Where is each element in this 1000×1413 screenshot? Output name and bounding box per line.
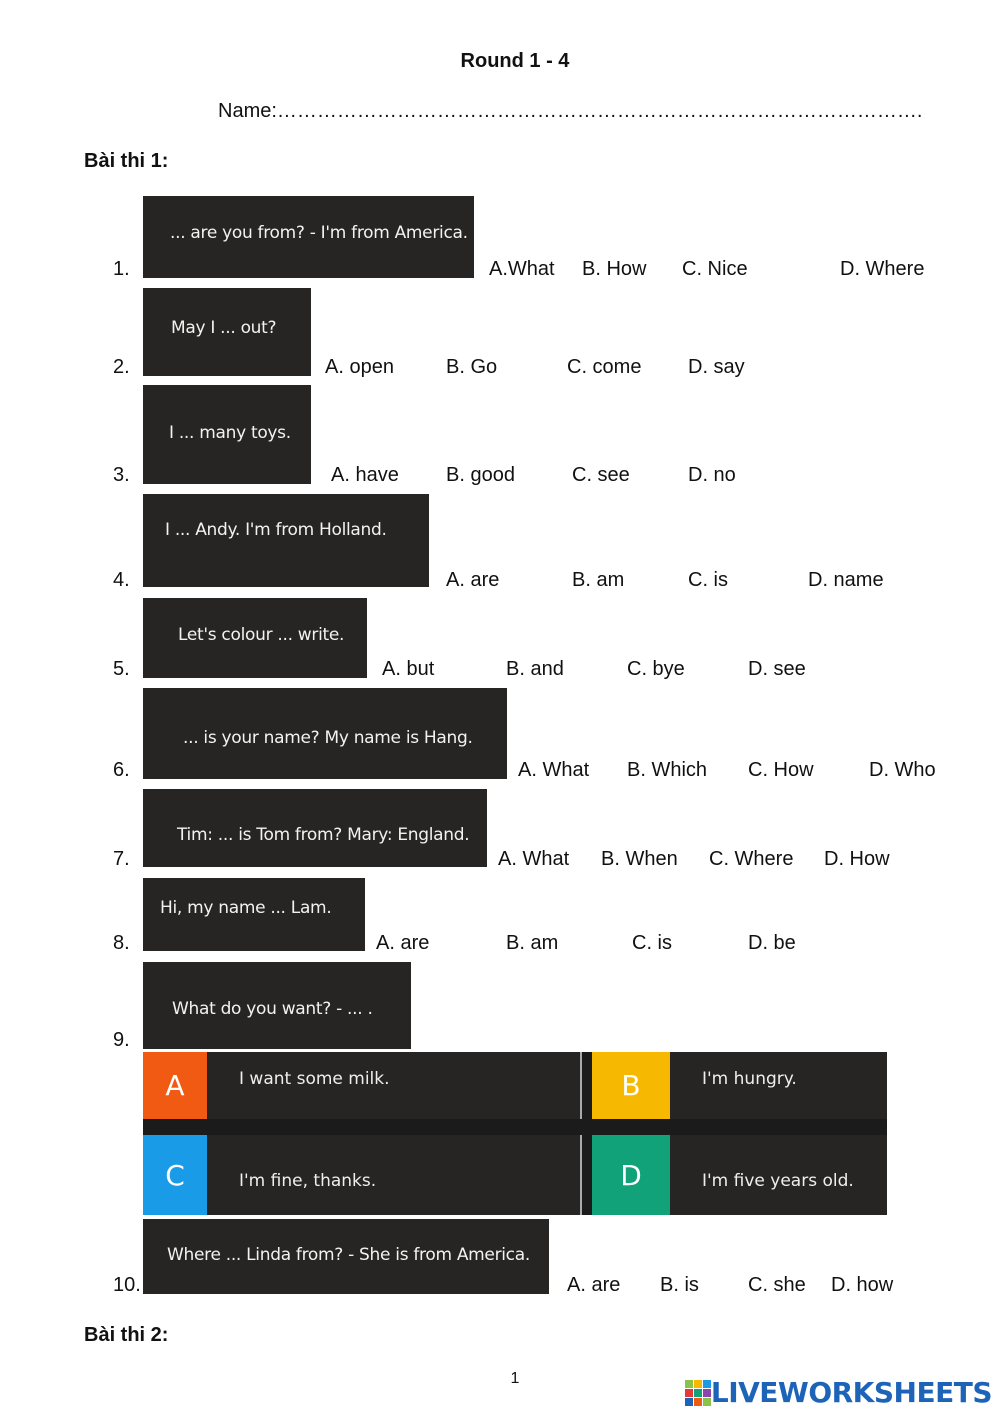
- question-prompt: ... is your name? My name is Hang.: [183, 728, 473, 748]
- option-a[interactable]: A. but: [382, 658, 435, 680]
- page-number: 1: [510, 1370, 520, 1387]
- option-b[interactable]: B. and: [506, 658, 564, 680]
- option-d[interactable]: D. no: [688, 464, 736, 486]
- option-a[interactable]: A. are: [567, 1274, 621, 1296]
- option-b[interactable]: B. good: [446, 464, 515, 486]
- option-c[interactable]: C. she: [748, 1274, 806, 1296]
- question-prompt-box: [143, 385, 311, 484]
- option-b[interactable]: B. am: [572, 569, 625, 591]
- question-prompt-box: [143, 494, 429, 587]
- option-b[interactable]: B. is: [660, 1274, 699, 1296]
- question-prompt: Where ... Linda from? - She is from America.: [167, 1245, 530, 1265]
- question-prompt: I ... many toys.: [169, 423, 291, 443]
- question-number: 4.: [113, 569, 130, 591]
- question-prompt-box: [143, 878, 365, 951]
- option-d[interactable]: D. name: [808, 569, 884, 591]
- option-b[interactable]: B. Go: [446, 356, 498, 378]
- option-d[interactable]: D. How: [824, 848, 890, 870]
- question-prompt-box: [143, 288, 311, 376]
- choice-d[interactable]: [592, 1135, 887, 1215]
- section-heading-1: Bài thi 1:: [84, 150, 169, 172]
- question-number: 1.: [113, 258, 130, 280]
- option-a[interactable]: A. are: [446, 569, 500, 591]
- option-c[interactable]: C. How: [748, 759, 814, 781]
- option-d[interactable]: D. be: [748, 932, 796, 954]
- option-c[interactable]: C. Nice: [682, 258, 748, 280]
- option-b[interactable]: B. How: [582, 258, 647, 280]
- liveworksheets-logo-icon: [685, 1380, 711, 1406]
- option-b[interactable]: B. am: [506, 932, 559, 954]
- option-a[interactable]: A. are: [376, 932, 430, 954]
- question-prompt: Let's colour ... write.: [178, 625, 345, 645]
- question-number: 9.: [113, 1029, 130, 1051]
- question-prompt: I ... Andy. I'm from Holland.: [165, 520, 387, 540]
- question-number: 2.: [113, 356, 130, 378]
- question-prompt: ... are you from? - I'm from America.: [170, 223, 468, 243]
- option-b[interactable]: B. Which: [627, 759, 708, 781]
- choice-c[interactable]: [143, 1135, 582, 1215]
- question-prompt-box: [143, 598, 367, 678]
- choice-a[interactable]: [143, 1052, 582, 1119]
- liveworksheets-logo: [685, 1376, 992, 1409]
- question-number: 6.: [113, 759, 130, 781]
- choice-letter: A: [143, 1052, 207, 1119]
- choice-letter: C: [143, 1135, 207, 1215]
- option-a[interactable]: A. have: [331, 464, 399, 486]
- choice-letter: B: [592, 1052, 670, 1119]
- option-c[interactable]: C. is: [688, 569, 728, 591]
- option-a[interactable]: A. What: [518, 759, 590, 781]
- question-prompt: Tim: ... is Tom from? Mary: England.: [177, 825, 470, 845]
- question-prompt-box: [143, 789, 487, 867]
- choice-text: I want some milk.: [239, 1069, 390, 1089]
- option-a[interactable]: A.What: [489, 258, 555, 280]
- option-c[interactable]: C. come: [567, 356, 642, 378]
- option-d[interactable]: D. Who: [869, 759, 936, 781]
- question-number: 8.: [113, 932, 130, 954]
- question-number: 5.: [113, 658, 130, 680]
- option-b[interactable]: B. When: [601, 848, 678, 870]
- name-line: Name:…………………………………………………………………………………….: [218, 100, 923, 122]
- question-prompt-box: [143, 1219, 549, 1294]
- question-prompt: What do you want? - ... .: [172, 999, 373, 1019]
- question-prompt: May I ... out?: [171, 318, 277, 338]
- page-title: Round 1 - 4: [460, 50, 570, 72]
- option-c[interactable]: C. bye: [627, 658, 685, 680]
- section-heading-2: Bài thi 2:: [84, 1324, 169, 1346]
- option-c[interactable]: C. see: [572, 464, 630, 486]
- question-prompt-box: [143, 196, 474, 278]
- option-d[interactable]: D. how: [831, 1274, 894, 1296]
- option-d[interactable]: D. Where: [840, 258, 925, 280]
- option-d[interactable]: D. say: [688, 356, 745, 378]
- option-a[interactable]: A. What: [498, 848, 570, 870]
- question-number: 10.: [113, 1274, 141, 1296]
- question-prompt-box: [143, 962, 411, 1049]
- question-prompt: Hi, my name ... Lam.: [160, 898, 332, 918]
- logo-text: LIVEWORKSHEETS: [710, 1376, 992, 1409]
- option-a[interactable]: A. open: [325, 356, 394, 378]
- option-c[interactable]: C. is: [632, 932, 672, 954]
- question-number: 3.: [113, 464, 130, 486]
- option-d[interactable]: D. see: [748, 658, 806, 680]
- choice-b[interactable]: [592, 1052, 887, 1119]
- choice-text: I'm hungry.: [702, 1069, 797, 1089]
- choice-letter: D: [592, 1135, 670, 1215]
- option-c[interactable]: C. Where: [709, 848, 794, 870]
- choice-text: I'm five years old.: [702, 1171, 854, 1191]
- question-number: 7.: [113, 848, 130, 870]
- question-prompt-box: [143, 688, 507, 779]
- choice-text: I'm fine, thanks.: [239, 1171, 377, 1191]
